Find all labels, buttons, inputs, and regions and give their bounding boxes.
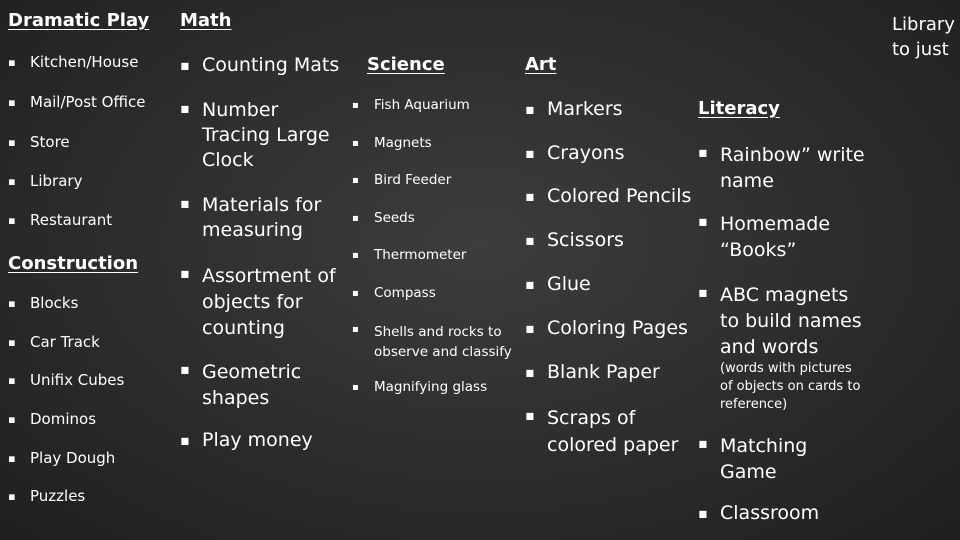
list-item: ▪ Play Dough (8, 450, 115, 467)
list-item-line: measuring (202, 219, 303, 241)
list-item-line: ▪ Homemade (720, 213, 831, 235)
list-item: ▪ Mail/Post Office (8, 94, 145, 111)
list-item (180, 359, 301, 411)
list-item-line: ▪ Blank Paper (547, 361, 660, 383)
list-item-line: ▪ Glue (547, 273, 591, 295)
list-item-line: ▪ Fish Aquarium (374, 97, 470, 113)
list-item-line: counting (202, 317, 285, 339)
list-item (698, 142, 865, 194)
list-item-line: shapes (202, 387, 270, 409)
list-item (525, 230, 624, 252)
list-item-line: ▪ Scissors (547, 229, 624, 251)
list-item (352, 211, 415, 227)
list-item-line: ▪ Compass (374, 285, 436, 301)
list-item (525, 362, 660, 384)
list-item (525, 405, 678, 459)
list-item-line: ▪ Coloring Pages (547, 317, 688, 339)
list-item-line: ▪ Scraps of (547, 407, 636, 429)
note-line: reference) (720, 397, 788, 412)
list-item: ▪ Library (8, 173, 82, 190)
list-item-line: colored paper (547, 434, 679, 456)
list-item-line: and words (720, 336, 819, 358)
list-item-line: ▪ Thermometer (374, 247, 467, 263)
list-item (525, 274, 591, 296)
list-item-line: ▪ Colored Pencils (547, 185, 692, 207)
list-item (352, 286, 436, 302)
list-item-line: ▪ ABC magnets (720, 284, 849, 306)
list-item: ▪ Blocks (8, 295, 78, 312)
list-item-line: ▪ Seeds (374, 210, 415, 226)
list-item-line: ▪ Play money (202, 429, 313, 451)
corner-note-line: Library (892, 14, 955, 35)
dramatic-play-heading: Dramatic Play (8, 10, 150, 31)
list-item-line: ▪ Materials for (202, 194, 322, 216)
list-item (352, 173, 451, 189)
list-item (352, 380, 487, 396)
list-item-line: objects for (202, 291, 303, 313)
list-item (180, 430, 313, 452)
literacy-heading: Literacy (698, 98, 780, 119)
list-item: ▪ Kitchen/House (8, 54, 138, 71)
list-item-line: ▪ Markers (547, 98, 623, 120)
list-item-line: Game (720, 461, 777, 483)
abc-magnets-note (720, 360, 860, 414)
list-item-line: Clock (202, 149, 254, 171)
list-item: ▪ Dominos (8, 411, 96, 428)
list-item (698, 503, 819, 525)
list-item-line: ▪ Geometric (202, 361, 302, 383)
list-item (525, 143, 625, 165)
list-item (525, 318, 688, 340)
list-item (352, 98, 470, 114)
note-line: of objects on cards to (720, 379, 861, 394)
list-item-line: name (720, 170, 774, 192)
list-item-line: ▪ Classroom (720, 502, 820, 524)
math-heading: Math (180, 10, 232, 31)
list-item-line: ▪ Number (202, 99, 279, 121)
list-item (525, 186, 691, 208)
list-item: ▪ Car Track (8, 334, 100, 351)
list-item (180, 55, 339, 77)
list-item-line: to build names (720, 310, 862, 332)
list-item-line: ▪ Shells and rocks to (374, 324, 502, 340)
list-item-line: “Books” (720, 239, 797, 261)
list-item-line: ▪ Magnets (374, 135, 432, 151)
science-heading: Science (367, 54, 445, 75)
list-item: ▪ Restaurant (8, 212, 112, 229)
list-item-line: ▪ Bird Feeder (374, 172, 452, 188)
list-item (180, 98, 330, 173)
art-heading: Art (525, 54, 557, 75)
list-item (180, 263, 336, 341)
list-item (525, 99, 623, 121)
list-item-line: ▪ Crayons (547, 142, 625, 164)
construction-heading: Construction (8, 253, 139, 274)
list-item-line: ▪ Matching (720, 435, 808, 457)
list-item (698, 282, 862, 360)
list-item: ▪ Unifix Cubes (8, 372, 124, 389)
list-item (180, 193, 321, 243)
list-item-line: ▪ Rainbow” write (720, 144, 865, 166)
list-item-line: ▪ Assortment of (202, 265, 336, 287)
list-item-line: ▪ Magnifying glass (374, 379, 488, 395)
list-item (352, 136, 432, 152)
list-item (352, 248, 466, 264)
list-item-line: Tracing Large (202, 124, 330, 146)
list-item: ▪ Store (8, 134, 70, 151)
corner-note-line: to just (892, 39, 949, 60)
list-item (698, 211, 830, 263)
list-item-line: observe and classify (374, 344, 512, 360)
note-line: (words with pictures (720, 361, 852, 376)
list-item-line: ▪ Counting Mats (202, 54, 340, 76)
list-item: ▪ Puzzles (8, 488, 85, 505)
corner-note (892, 12, 955, 62)
list-item (698, 433, 807, 485)
list-item (352, 322, 512, 362)
